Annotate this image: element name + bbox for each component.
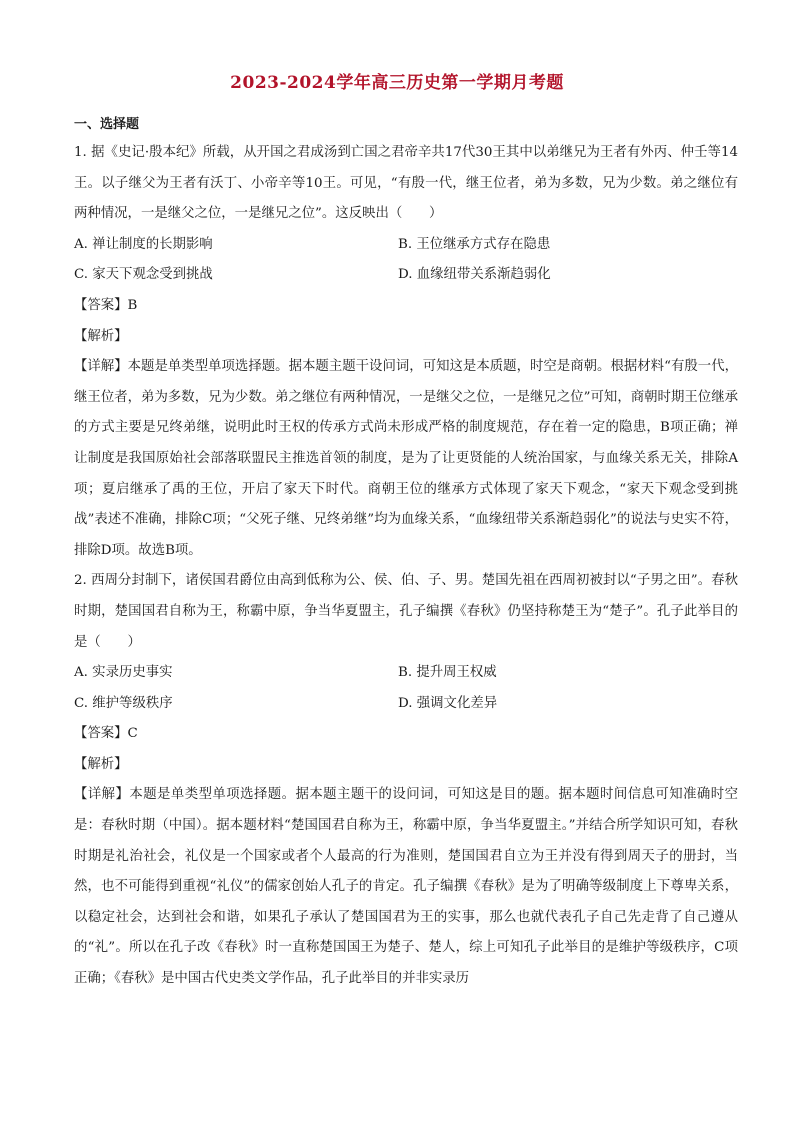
question-1-option-c: C. 家天下观念受到挑战 (74, 267, 213, 283)
question-2-option-c: C. 维护等级秩序 (74, 695, 173, 711)
question-1-option-b: B. 王位继承方式存在隐患 (398, 236, 551, 252)
question-1-analysis-label: 【解析】 (74, 328, 128, 344)
question-1-options-row-1 (74, 230, 738, 261)
question-1-option-d: D. 血缘纽带关系渐趋弱化 (398, 267, 551, 283)
question-1-detail: 【详解】本题是单类型单项选择题。据本题主题干设问词，可知这是本质题，时空是商朝。根据材料“有殷一代，继王位者，弟为多数，兄为少数。弟之继位有两种情况，一是继父之位，一是继兄之位”可知，商朝时期王位继承的方式主要是兄终弟继，说明此时王权的传承方式尚未形成严格的制度规范，存在着一定的隐患，B项正确；禅让制度是我国原始社会部落联盟民主推选首领的制度，是为了让更贤能的人统治国家，与血缘关系无关，排除A项；夏启继承了禹的王位，开启了家天下时代。商朝王位的继承方式体现了家天下观念，“家天下观念受到挑战”表述不准确，排除C项；“父死子继、兄终弟继”均为血缘关系，“血缘纽带关系渐趋弱化”的说法与史实不符，排除D项。故选B项。 (74, 359, 738, 558)
document-body (74, 138, 738, 995)
question-1-option-a: A. 禅让制度的长期影响 (74, 236, 213, 252)
question-2-answer: 【答案】C (74, 726, 138, 742)
document-title: 2023-2024学年高三历史第一学期月考题 (230, 73, 564, 93)
question-1-stem: 1. 据《史记·殷本纪》所载，从开国之君成汤到亡国之君帝辛共17代30王其中以弟继兄为王者有外丙、仲壬等14王。以子继父为王者有沃丁、小帝辛等10王。可见，“有殷一代，继王位者，弟为多数，兄为少数。弟之继位有两种情况，一是继父之位，一是继兄之位”。这反映出（ ） (74, 145, 738, 222)
question-2-option-b: B. 提升周王权威 (398, 665, 497, 681)
question-2-options-row-2 (74, 689, 738, 720)
question-2-stem: 2. 西周分封制下，诸侯国君爵位由高到低称为公、侯、伯、子、男。楚国先祖在西周初被封以“子男之田”。春秋时期，楚国国君自称为王，称霸中原，争当华夏盟主，孔子编撰《春秋》仍坚持称楚王为“楚子”。孔子此举目的是（ ） (74, 573, 738, 650)
section-heading: 一、选择题 (74, 117, 140, 132)
question-1-options-row-2 (74, 260, 738, 291)
question-2-option-d: D. 强调文化差异 (398, 695, 498, 711)
question-2-detail: 【详解】本题是单类型单项选择题。据本题主题干的设问词，可知这是目的题。据本题时间信息可知准确时空是：春秋时期（中国）。据本题材料“楚国国君自称为王，称霸中原，争当华夏盟主。”并结合所学知识可知，春秋时期是礼治社会，礼仪是一个国家或者个人最高的行为准则，楚国国君自立为王并没有得到周天子的册封，当然，也不可能得到重视“礼仪”的儒家创始人孔子的肯定。孔子编撰《春秋》是为了明确等级制度上下尊卑关系，以稳定社会，达到社会和谐，如果孔子承认了楚国国君为王的实事，那么也就代表孔子自己先走背了自己遵从的“礼”。所以在孔子改《春秋》时一直称楚国国王为楚子、楚人，综上可知孔子此举目的是维护等级秩序，C项正确；《春秋》是中国古代史类文学作品，孔子此举目的并非实录历 (74, 787, 738, 987)
question-1-answer: 【答案】B (74, 297, 138, 313)
question-2-analysis-label: 【解析】 (74, 756, 128, 772)
question-2-option-a: A. 实录历史事实 (74, 665, 173, 681)
question-2-options-row-1 (74, 658, 738, 689)
